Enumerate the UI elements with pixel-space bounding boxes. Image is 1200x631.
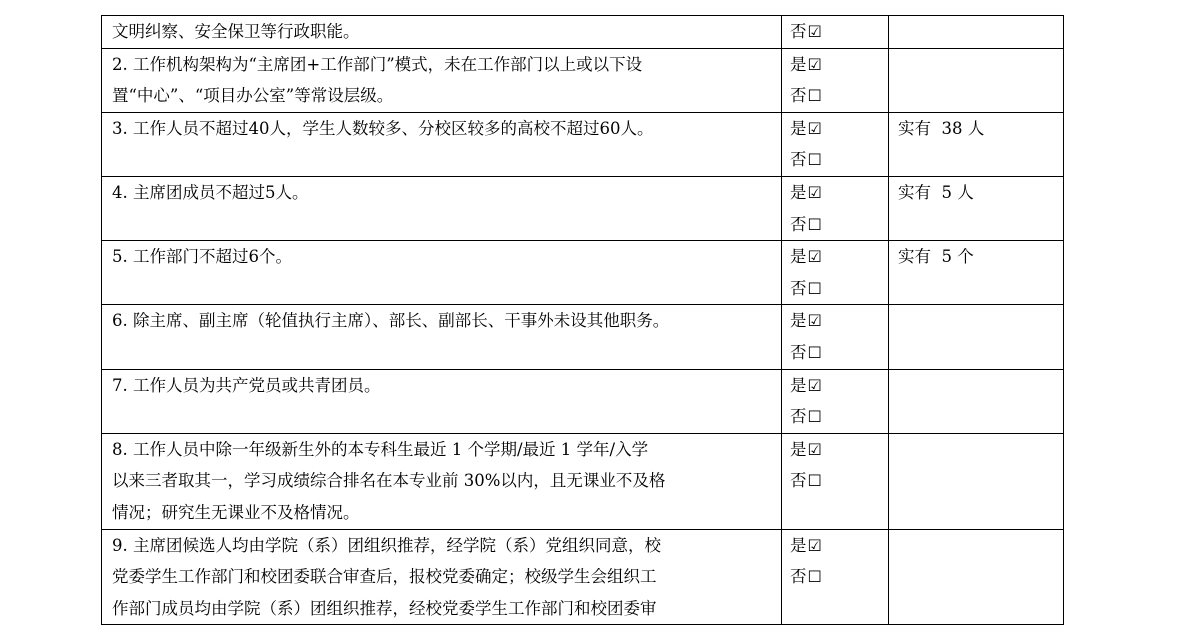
yes-no-cell	[782, 305, 889, 369]
no-option	[790, 337, 888, 369]
criterion-cell	[102, 369, 782, 433]
note-text: 实有 38 人	[898, 118, 985, 138]
yes-no-cell	[782, 16, 889, 49]
criterion-text-line: 4. 主席团成员不超过5人。	[112, 182, 309, 202]
criterion-text-line: 置“中心”、“项目办公室”等常设层级。	[112, 86, 394, 106]
criterion-cell	[102, 433, 782, 529]
no-option	[790, 561, 888, 593]
yes-option	[790, 305, 888, 337]
checked-box-icon[interactable]: ☑	[807, 311, 822, 331]
no-label: 否	[790, 86, 807, 106]
checked-box-icon[interactable]: ☑	[807, 375, 822, 395]
yes-no-cell	[782, 176, 889, 240]
checked-box-icon[interactable]: ☑	[807, 439, 822, 459]
yes-label: 是	[790, 439, 807, 459]
yes-no-cell	[782, 529, 889, 625]
checked-box-icon[interactable]: ☑	[807, 22, 822, 41]
table-row	[102, 305, 1064, 369]
table-row	[102, 48, 1064, 112]
no-label: 否	[790, 214, 807, 234]
criterion-text-line: 6. 除主席、副主席（轮值执行主席）、部长、副部长、干事外未设其他职务。	[112, 311, 670, 331]
checked-box-icon[interactable]: ☑	[807, 54, 822, 74]
table-row	[102, 176, 1064, 240]
no-label: 否	[790, 342, 807, 362]
table-body	[102, 16, 1064, 625]
checked-box-icon[interactable]: ☑	[807, 535, 822, 555]
yes-option	[790, 113, 888, 145]
note-cell	[889, 369, 1064, 433]
no-option	[790, 80, 888, 112]
checked-box-icon[interactable]: ☑	[807, 182, 822, 202]
yes-label: 是	[790, 182, 807, 202]
unchecked-box-icon[interactable]: ☐	[807, 407, 822, 427]
yes-label: 是	[790, 535, 807, 555]
yes-no-cell	[782, 112, 889, 176]
yes-label: 是	[790, 118, 807, 138]
note-cell	[889, 112, 1064, 176]
yes-option	[790, 530, 888, 562]
criterion-cell	[102, 529, 782, 625]
criterion-text-line: 情况；研究生无课业不及格情况。	[112, 502, 360, 522]
unchecked-box-icon[interactable]: ☐	[807, 214, 822, 234]
note-cell	[889, 48, 1064, 112]
no-label: 否	[790, 22, 807, 41]
no-option	[790, 144, 888, 176]
note-cell	[889, 529, 1064, 625]
yes-label: 是	[790, 311, 807, 331]
criterion-text-line: 8. 工作人员中除一年级新生外的本专科生最近 1 个学期/最近 1 学年/入学	[112, 439, 649, 459]
checklist-table	[101, 15, 1064, 625]
criterion-text-line: 作部门成员均由学院（系）团组织推荐，经校党委学生工作部门和校团委审	[112, 598, 657, 618]
table-row	[102, 529, 1064, 625]
yes-option	[790, 49, 888, 81]
criterion-cell	[102, 48, 782, 112]
unchecked-box-icon[interactable]: ☐	[807, 278, 822, 298]
criterion-cell	[102, 112, 782, 176]
no-label: 否	[790, 567, 807, 587]
criterion-cell	[102, 16, 782, 49]
table-row	[102, 112, 1064, 176]
no-label: 否	[790, 407, 807, 427]
checked-box-icon[interactable]: ☑	[807, 118, 822, 138]
criterion-text-line: 7. 工作人员为共产党员或共青团员。	[112, 375, 381, 395]
note-cell	[889, 433, 1064, 529]
criterion-text-line: 9. 主席团候选人均由学院（系）团组织推荐，经学院（系）党组织同意，校	[112, 535, 661, 555]
criterion-cell	[102, 176, 782, 240]
criterion-text-line: 3. 工作人员不超过40人，学生人数较多、分校区较多的高校不超过60人。	[112, 118, 654, 138]
checked-box-icon[interactable]: ☑	[807, 247, 822, 267]
no-label: 否	[790, 471, 807, 491]
yes-no-cell	[782, 48, 889, 112]
note-cell	[889, 176, 1064, 240]
yes-option	[790, 434, 888, 466]
no-option	[790, 465, 888, 497]
table-row	[102, 369, 1064, 433]
criterion-cell	[102, 305, 782, 369]
note-text: 实有 5 人	[898, 182, 974, 202]
yes-no-cell	[782, 369, 889, 433]
unchecked-box-icon[interactable]: ☐	[807, 342, 822, 362]
unchecked-box-icon[interactable]: ☐	[807, 86, 822, 106]
unchecked-box-icon[interactable]: ☐	[807, 150, 822, 170]
yes-option	[790, 177, 888, 209]
yes-label: 是	[790, 247, 807, 267]
table-row	[102, 433, 1064, 529]
criterion-text-line: 文明纠察、安全保卫等行政职能。	[112, 22, 360, 41]
yes-no-cell	[782, 433, 889, 529]
table-row	[102, 241, 1064, 305]
note-cell	[889, 305, 1064, 369]
unchecked-box-icon[interactable]: ☐	[807, 567, 822, 587]
yes-label: 是	[790, 54, 807, 74]
unchecked-box-icon[interactable]: ☐	[807, 471, 822, 491]
no-option	[790, 16, 888, 48]
no-label: 否	[790, 150, 807, 170]
note-cell	[889, 241, 1064, 305]
no-option	[790, 273, 888, 305]
no-label: 否	[790, 278, 807, 298]
criterion-cell	[102, 241, 782, 305]
yes-option	[790, 370, 888, 402]
criterion-text-line: 5. 工作部门不超过6个。	[112, 247, 292, 267]
yes-label: 是	[790, 375, 807, 395]
note-text: 实有 5 个	[898, 247, 974, 267]
criterion-text-line: 党委学生工作部门和校团委联合审查后，报校党委确定；校级学生会组织工	[112, 567, 657, 587]
yes-no-cell	[782, 241, 889, 305]
no-option	[790, 209, 888, 241]
note-cell	[889, 16, 1064, 49]
no-option	[790, 401, 888, 433]
yes-option	[790, 241, 888, 273]
criterion-text-line: 2. 工作机构架构为“主席团+工作部门”模式，未在工作部门以上或以下设	[112, 54, 643, 74]
criterion-text-line: 以来三者取其一，学习成绩综合排名在本专业前 30%以内，且无课业不及格	[112, 471, 666, 491]
table-row	[102, 16, 1064, 49]
